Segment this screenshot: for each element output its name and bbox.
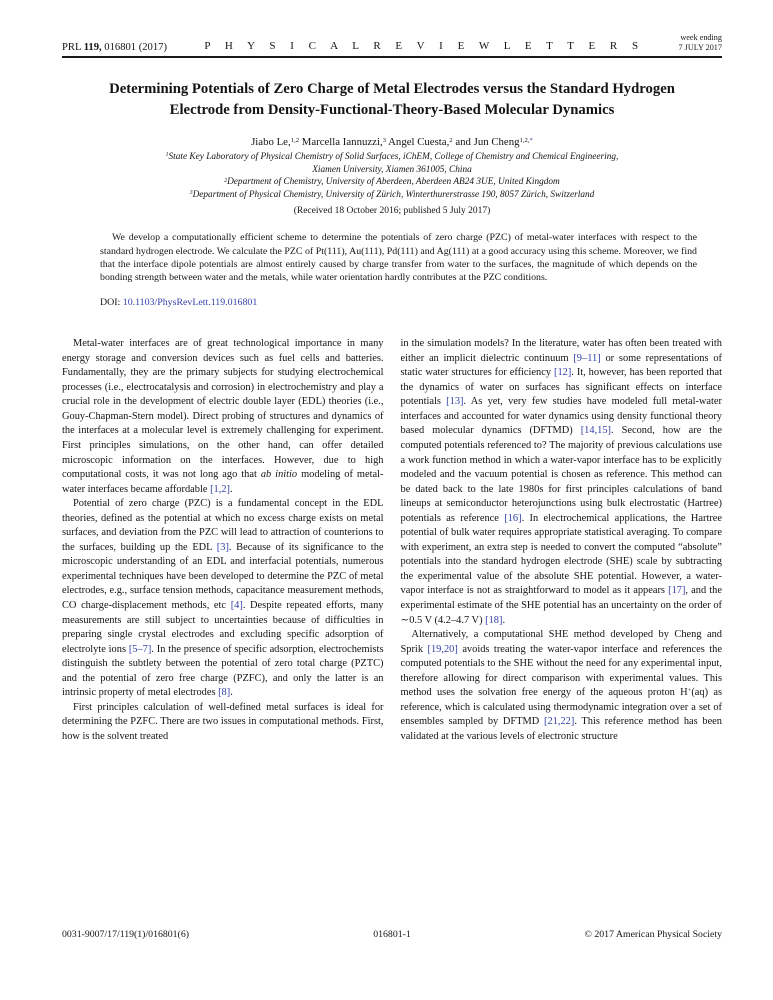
text-segment: . This reference method has been validated at the various levels of electronic structure xyxy=(400,716,722,742)
right-column xyxy=(401,337,723,744)
text-segment: Marcella Iannuzzi, xyxy=(299,136,383,148)
superscript: 1,2 xyxy=(290,137,300,144)
paragraph xyxy=(62,497,384,701)
citation-link[interactable]: [5–7] xyxy=(128,643,152,655)
citation-link[interactable]: [21,22] xyxy=(544,716,575,728)
superscript: 3 xyxy=(382,137,387,144)
abstract xyxy=(100,231,697,284)
received-dates: (Received 18 October 2016; published 5 July 2017) xyxy=(293,206,491,217)
affiliation-3 xyxy=(62,189,722,202)
text-segment: in the simulation models? In the literature, water has often been treated with either an implicit dielectric continuum xyxy=(400,338,722,364)
text-segment: avoids treating the water-vapor interface and references the computed potentials to the SHE without the need for any experimental input, therefore allowing for direct comparison with experimental values. This method uses the solvation free energy of the aqueous proton H xyxy=(400,643,722,699)
doi-label: DOI: xyxy=(100,297,123,309)
citation-link[interactable]: [3] xyxy=(216,541,229,553)
citation-link[interactable]: [17] xyxy=(668,585,686,597)
text-segment: (aq) as reference, which is calculated using thermodynamic integration over a set of ensembles sampled by DFTMD xyxy=(400,687,723,728)
text-segment: . Second, how are the computed potentials referenced to? The majority of previous calculations use a work function method in which a water-vapor interface has to be explicitly modeled and the vacuum potential is chosen as reference. This method can be dated back to the late 1980s for first principles calculations of band lineups at semiconductor heterojunctions using bulk electrostatic (Hartree) potentials as reference xyxy=(400,425,722,524)
text-segment: Department of Chemistry, University of Aberdeen, Aberdeen AB24 3UE, United Kingdom xyxy=(227,177,560,188)
text-segment: . It, however, has been reported that the dynamics of water on surfaces has significant effects on interface potentials xyxy=(400,367,722,408)
superscript: 1,2, xyxy=(519,137,530,144)
text-segment: . In electrochemical applications, the Hartree potential of bulk water requires appropriate statistical averaging. To compare with experiment, an extra step is needed to convert the computed “absolute” potentials into the standard hydrogen electrode (SHE) scale by subtracting the experimental value of the absolute SHE potential. However, a water-vapor interface is not as straightforward to model as it appears xyxy=(400,512,723,597)
week-ending-date: 7 JULY 2017 xyxy=(678,43,722,52)
text-segment: . xyxy=(502,614,506,626)
copyright-notice: © 2017 American Physical Society xyxy=(584,929,722,940)
left-column xyxy=(62,337,384,744)
text-segment: Alternatively, a computational SHE method developed by Cheng and Sprik xyxy=(400,629,722,655)
paper-title-line1: Determining Potentials of Zero Charge of Metal Electrodes versus the Standard Hydrogen xyxy=(109,81,675,97)
text-segment: Jiabo Le, xyxy=(251,136,291,148)
text-segment: and Jun Cheng xyxy=(452,136,520,148)
affiliation-1-line2 xyxy=(62,164,722,177)
text-segment: . xyxy=(230,687,233,699)
text-segment: . As yet, very few studies have modeled full metal-water interfaces and accounted for water dynamics using density functional theory based molecular dynamics (DFTMD) xyxy=(400,396,722,437)
journal-reference xyxy=(62,42,167,53)
superscript: 1 xyxy=(165,152,169,159)
text-segment: Department of Physical Chemistry, University of Zürich, Winterthurerstrasse 190, 8057 Zürich, Switzerland xyxy=(192,189,595,200)
text-segment: . Despite repeated efforts, many measurements are still subject to uncertainties because of difficulties in preparing single crystal electrodes and excluding specific adsorption of electrolyte ions xyxy=(62,600,384,655)
paragraph xyxy=(401,628,723,744)
paper-title-line2: Electrode from Density-Functional-Theory-Based Molecular Dynamics xyxy=(169,101,615,118)
paragraph xyxy=(62,701,384,745)
affiliation-2 xyxy=(62,176,722,189)
citation-link[interactable]: [16] xyxy=(504,512,522,524)
text-segment: 016801 (2017) xyxy=(101,42,167,53)
doi-line xyxy=(100,297,697,308)
page-number: 016801-1 xyxy=(373,929,411,940)
text-segment: modeling of metal-water interfaces became affordable xyxy=(62,469,384,495)
text-segment: . xyxy=(230,483,233,495)
week-ending xyxy=(679,33,722,53)
superscript: 3 xyxy=(189,190,193,197)
header-rule xyxy=(62,56,722,58)
journal-header xyxy=(62,0,722,53)
page-footer xyxy=(62,929,722,940)
citation-link[interactable]: [9–11] xyxy=(573,352,601,364)
citation-link[interactable]: [1,2] xyxy=(210,483,230,495)
paper-title xyxy=(62,79,722,120)
citation-link[interactable]: [18] xyxy=(485,614,503,626)
week-ending-label: week ending xyxy=(680,33,722,42)
issn-code: 0031-9007/17/119(1)/016801(6) xyxy=(62,929,189,940)
citation-link[interactable]: [13] xyxy=(446,396,464,408)
citation-link[interactable]: [4] xyxy=(230,600,243,612)
citation-link[interactable]: [12] xyxy=(553,367,572,379)
article-body xyxy=(62,337,722,744)
citation-link[interactable]: [14,15] xyxy=(580,425,612,437)
citation-link[interactable]: [8] xyxy=(218,687,231,699)
text-segment: . In the presence of specific adsorption, electrochemists distinguish the subtlety between the potential of zero total charge (PZTC) and the potential of zero free charge (PZFC), and only the latter is an intrinsic property of metal electrodes xyxy=(62,643,384,699)
citation-link[interactable]: [19,20] xyxy=(427,643,458,655)
text-segment: , and the experimental estimate of the SHE potential has an uncertainty on the order of ∼0.5 V (4.2–4.7 V) xyxy=(400,585,722,626)
doi-link[interactable]: 10.1103/PhysRevLett.119.016801 xyxy=(122,297,258,309)
text-segment: . Because of its significance to the microscopic understanding of an EDL and interfacial potentials, numerous experimental techniques have been developed to determine the PZC of metal electrodes, e.g., surface tension methods, capacitance measurement methods, CO charge-displacement methods, etc xyxy=(62,541,384,612)
text-segment: 119, xyxy=(83,42,102,53)
paragraph xyxy=(401,337,723,628)
affiliations xyxy=(62,151,722,201)
text-segment: ab initio xyxy=(260,469,298,481)
author-list xyxy=(62,136,722,148)
superscript: + xyxy=(687,687,692,695)
superscript: 2 xyxy=(224,177,228,184)
text-segment: or some representations of static water structures for efficiency xyxy=(400,352,722,379)
affiliation-1-line1 xyxy=(62,151,722,164)
text-segment: Metal-water interfaces are of great technological importance in many energy storage and conversion devices such as fuel cells and batteries. Fundamentally, they are the primary subjects for studying electrochemical processes (i.e., electrocatalysis and corrosion) in electrochemistry and play a crucial role in the development of electric double layer (EDL) theories (i.e., Gouy-Chapman-Stern model). Direct probing of structures and dynamics of the interfaces at a molecular level is extremely challenging for experiment. First principles simulations, on the other hand, can offer detailed microscopic information on the interfaces. However, due to high computational costs, it was not long ago that xyxy=(62,338,384,481)
text-segment: We develop a computationally efficient scheme to determine the potentials of zero charge (PZC) of metal-water interfaces with respect to the standard hydrogen electrode. We calculate the PZC of Pt(111), Au(111), Pd(111) and Ag(111) at a good accuracy using this scheme. Moreover, we find that the interface dipole potentials are almost entirely caused by charge transfer from water to the surfaces, the magnitude of which depends on the bonding strength between water and the metals, while water orientation hardly contributes at the PZC conditions. xyxy=(100,232,697,283)
journal-name: P H Y S I C A L R E V I E W L E T T E R S xyxy=(204,40,642,52)
citation-link[interactable]: * xyxy=(529,137,533,144)
paragraph xyxy=(62,337,384,497)
text-segment: First principles calculation of well-defined metal surfaces is ideal for determining the PZFC. There are two issues in computational methods. First, how is the solvent treated xyxy=(62,701,384,742)
text-segment: PRL xyxy=(62,42,84,53)
text-segment: Angel Cuesta, xyxy=(386,136,450,148)
text-segment: State Key Laboratory of Physical Chemistry of Solid Surfaces, iChEM, College of Chemistry and Chemical Engineering, xyxy=(168,152,619,162)
superscript: 2 xyxy=(449,137,453,144)
text-segment: Xiamen University, Xiamen 361005, China xyxy=(312,164,472,175)
text-segment: Potential of zero charge (PZC) is a fundamental concept in the EDL theories, defined as the potential at which no excess charge exists on metal surfaces, and deviation from the PZC will lead to attraction of counterions to the surfaces, building up the EDL xyxy=(62,498,384,553)
